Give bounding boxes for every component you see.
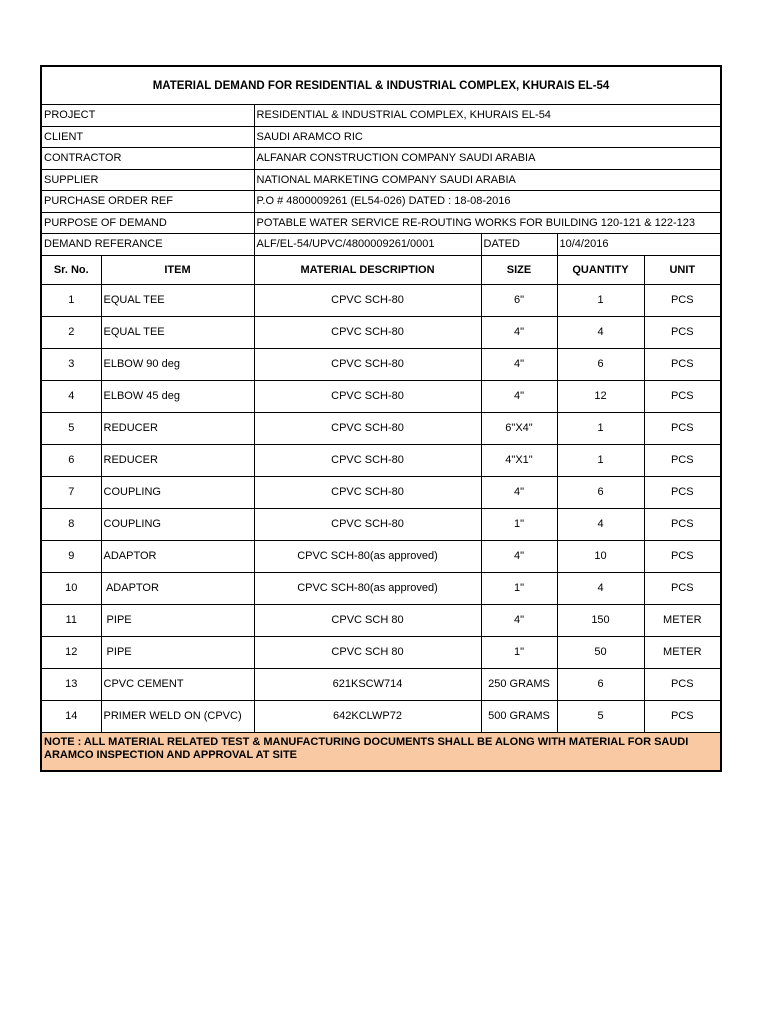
po-value: P.O # 4800009261 (EL54-026) DATED : 18-08-2016 — [254, 191, 721, 213]
note-row — [41, 732, 721, 771]
cell-desc: CPVC SCH-80 — [254, 444, 481, 476]
cell-size: 1" — [481, 508, 557, 540]
cell-qty: 4 — [557, 572, 644, 604]
cell-size: 4" — [481, 348, 557, 380]
cell-size: 4" — [481, 380, 557, 412]
col-header-item: ITEM — [101, 255, 254, 284]
table-row — [41, 604, 721, 636]
cell-size: 4"X1" — [481, 444, 557, 476]
cell-size: 4" — [481, 316, 557, 348]
project-label: PROJECT — [41, 105, 254, 127]
cell-unit: PCS — [644, 668, 721, 700]
client-value: SAUDI ARAMCO RIC — [254, 126, 721, 148]
cell-qty: 12 — [557, 380, 644, 412]
info-row-project — [41, 105, 721, 127]
cell-sr: 7 — [41, 476, 101, 508]
cell-qty: 5 — [557, 700, 644, 732]
cell-item: PRIMER WELD ON (CPVC) — [101, 700, 254, 732]
cell-sr: 11 — [41, 604, 101, 636]
table-row — [41, 444, 721, 476]
cell-unit: PCS — [644, 572, 721, 604]
cell-unit: PCS — [644, 380, 721, 412]
contractor-label: CONTRACTOR — [41, 148, 254, 170]
material-demand-sheet — [40, 65, 720, 772]
cell-sr: 9 — [41, 540, 101, 572]
purpose-value: POTABLE WATER SERVICE RE-ROUTING WORKS FOR BUILDING 120-121 & 122-123 — [254, 212, 721, 234]
cell-qty: 6 — [557, 668, 644, 700]
cell-qty: 4 — [557, 508, 644, 540]
client-label: CLIENT — [41, 126, 254, 148]
cell-desc: CPVC SCH-80 — [254, 284, 481, 316]
supplier-value: NATIONAL MARKETING COMPANY SAUDI ARABIA — [254, 169, 721, 191]
table-row — [41, 572, 721, 604]
demand-value: ALF/EL-54/UPVC/4800009261/0001 — [254, 234, 481, 256]
cell-item: ADAPTOR — [101, 572, 254, 604]
dated-value: 10/4/2016 — [557, 234, 721, 256]
cell-size: 4" — [481, 476, 557, 508]
cell-unit: PCS — [644, 316, 721, 348]
cell-desc: CPVC SCH-80 — [254, 316, 481, 348]
cell-sr: 4 — [41, 380, 101, 412]
table-row — [41, 476, 721, 508]
contractor-value: ALFANAR CONSTRUCTION COMPANY SAUDI ARABIA — [254, 148, 721, 170]
material-demand-table — [40, 65, 722, 772]
cell-desc: CPVC SCH 80 — [254, 604, 481, 636]
cell-unit: PCS — [644, 700, 721, 732]
cell-unit: METER — [644, 604, 721, 636]
col-header-qty: QUANTITY — [557, 255, 644, 284]
table-row — [41, 668, 721, 700]
info-row-client — [41, 126, 721, 148]
cell-size: 1" — [481, 572, 557, 604]
cell-sr: 6 — [41, 444, 101, 476]
cell-desc: CPVC SCH-80 — [254, 508, 481, 540]
cell-size: 4" — [481, 604, 557, 636]
cell-qty: 10 — [557, 540, 644, 572]
table-row — [41, 412, 721, 444]
cell-desc: CPVC SCH-80 — [254, 380, 481, 412]
cell-item: PIPE — [101, 636, 254, 668]
table-row — [41, 316, 721, 348]
cell-unit: PCS — [644, 412, 721, 444]
table-row — [41, 636, 721, 668]
item-rows — [41, 284, 721, 732]
cell-sr: 5 — [41, 412, 101, 444]
document-title: MATERIAL DEMAND FOR RESIDENTIAL & INDUSTRIAL COMPLEX, KHURAIS EL-54 — [41, 66, 721, 105]
cell-qty: 6 — [557, 348, 644, 380]
cell-unit: PCS — [644, 348, 721, 380]
cell-size: 6"X4" — [481, 412, 557, 444]
cell-unit: PCS — [644, 508, 721, 540]
cell-unit: PCS — [644, 540, 721, 572]
cell-qty: 1 — [557, 412, 644, 444]
cell-item: COUPLING — [101, 476, 254, 508]
cell-qty: 50 — [557, 636, 644, 668]
cell-size: 500 GRAMS — [481, 700, 557, 732]
cell-unit: PCS — [644, 476, 721, 508]
info-row-contractor — [41, 148, 721, 170]
cell-qty: 150 — [557, 604, 644, 636]
cell-desc: 642KCLWP72 — [254, 700, 481, 732]
demand-label: DEMAND REFERANCE — [41, 234, 254, 256]
cell-item: COUPLING — [101, 508, 254, 540]
cell-sr: 14 — [41, 700, 101, 732]
cell-desc: CPVC SCH 80 — [254, 636, 481, 668]
cell-qty: 6 — [557, 476, 644, 508]
cell-desc: 621KSCW714 — [254, 668, 481, 700]
cell-item: ADAPTOR — [101, 540, 254, 572]
cell-qty: 1 — [557, 284, 644, 316]
col-header-size: SIZE — [481, 255, 557, 284]
info-row-purpose — [41, 212, 721, 234]
cell-desc: CPVC SCH-80 — [254, 476, 481, 508]
po-label: PURCHASE ORDER REF — [41, 191, 254, 213]
purpose-label: PURPOSE OF DEMAND — [41, 212, 254, 234]
info-row-supplier — [41, 169, 721, 191]
cell-sr: 2 — [41, 316, 101, 348]
project-value: RESIDENTIAL & INDUSTRIAL COMPLEX, KHURAIS EL-54 — [254, 105, 721, 127]
table-row — [41, 284, 721, 316]
cell-sr: 10 — [41, 572, 101, 604]
cell-item: REDUCER — [101, 444, 254, 476]
cell-unit: PCS — [644, 284, 721, 316]
cell-item: ELBOW 45 deg — [101, 380, 254, 412]
column-header-row — [41, 255, 721, 284]
col-header-desc: MATERIAL DESCRIPTION — [254, 255, 481, 284]
cell-sr: 13 — [41, 668, 101, 700]
dated-label: DATED — [481, 234, 557, 256]
table-row — [41, 700, 721, 732]
cell-sr: 3 — [41, 348, 101, 380]
cell-qty: 1 — [557, 444, 644, 476]
cell-item: EQUAL TEE — [101, 316, 254, 348]
col-header-sr: Sr. No. — [41, 255, 101, 284]
info-row-demand — [41, 234, 721, 256]
cell-size: 250 GRAMS — [481, 668, 557, 700]
col-header-unit: UNIT — [644, 255, 721, 284]
cell-size: 1" — [481, 636, 557, 668]
table-row — [41, 508, 721, 540]
cell-sr: 1 — [41, 284, 101, 316]
table-row — [41, 540, 721, 572]
cell-size: 4" — [481, 540, 557, 572]
cell-sr: 12 — [41, 636, 101, 668]
cell-item: PIPE — [101, 604, 254, 636]
cell-desc: CPVC SCH-80 — [254, 412, 481, 444]
cell-item: ELBOW 90 deg — [101, 348, 254, 380]
cell-unit: PCS — [644, 444, 721, 476]
note-text: NOTE : ALL MATERIAL RELATED TEST & MANUFACTURING DOCUMENTS SHALL BE ALONG WITH MATERIAL FOR SAUDI ARAMCO INSPECTION AND APPROVAL AT SITE — [41, 732, 721, 771]
cell-desc: CPVC SCH-80(as approved) — [254, 540, 481, 572]
cell-item: CPVC CEMENT — [101, 668, 254, 700]
cell-sr: 8 — [41, 508, 101, 540]
info-row-po — [41, 191, 721, 213]
cell-item: EQUAL TEE — [101, 284, 254, 316]
cell-unit: METER — [644, 636, 721, 668]
cell-qty: 4 — [557, 316, 644, 348]
cell-desc: CPVC SCH-80 — [254, 348, 481, 380]
table-row — [41, 380, 721, 412]
supplier-label: SUPPLIER — [41, 169, 254, 191]
cell-desc: CPVC SCH-80(as approved) — [254, 572, 481, 604]
table-row — [41, 348, 721, 380]
cell-size: 6" — [481, 284, 557, 316]
cell-item: REDUCER — [101, 412, 254, 444]
